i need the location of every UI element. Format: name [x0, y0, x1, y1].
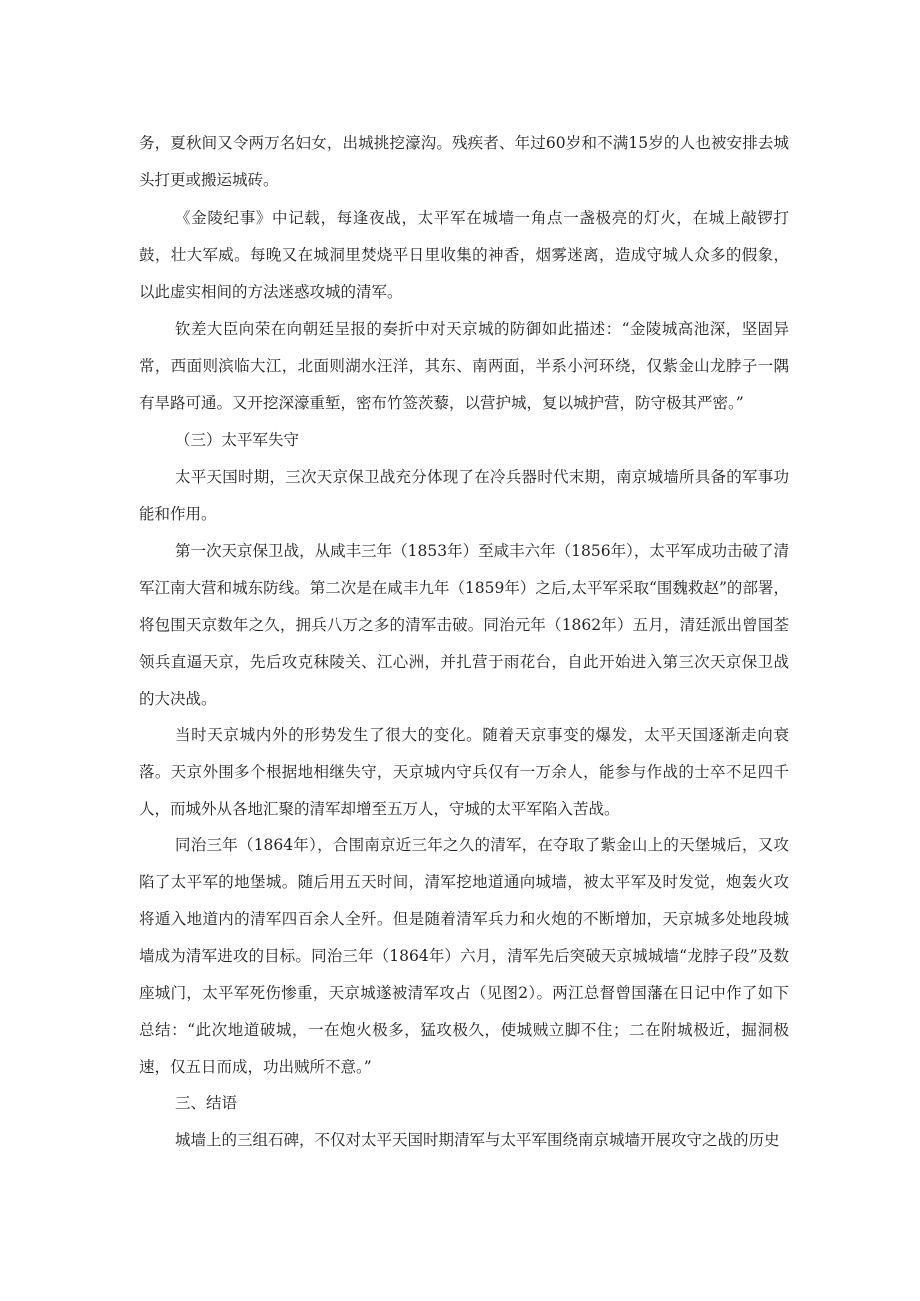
- paragraph-three-defenses: 太平天国时期，三次天京保卫战充分体现了在冷兵器时代末期，南京城墙所具备的军事功能和作用。: [139, 468, 789, 523]
- paragraph-first-defense: 第一次天京保卫战，从咸丰三年（1853年）至咸丰六年（1856年），太平军成功击破了清军江南大营和城东防线。第二次是在咸丰九年（1859年）之后,太平军采取“围魏救赵”的部署，将包围天京数年之久，拥兵八万之多的清军击破。同治元年（1862年）五月，清廷派出曾国荃领兵直逼天京，先后攻克秣陵关、江心洲，并扎营于雨花台，自此开始进入第三次天京保卫战的大决战。: [139, 542, 789, 708]
- paragraph-tongzhi-third-year: 同治三年（1864年），合围南京近三年之久的清军，在夺取了紫金山上的天堡城后，又攻陷了太平军的地堡城。随后用五天时间，清军挖地道通向城墙，被太平军及时发觉，炮轰火攻将遁入地道内的清军四百余人全歼。但是随着清军兵力和火炮的不断增加，天京城多处地段城墙成为清军进攻的目标。同治三年（1864年）六月，清军先后突破天京城城墙“龙脖子段”及数座城门，太平军死伤惨重，天京城遂被清军攻占（见图2）。两江总督曾国藩在日记中作了如下总结：“此次地道破城，一在炮火极多，猛攻极久，使城贼立脚不住；二在附城极近，掘洞极速，仅五日而成，功出贼所不意。”: [139, 836, 789, 1076]
- paragraph-conclusion-stelae: 城墙上的三组石碑，不仅对太平天国时期清军与太平军围绕南京城墙开展攻守之战的历史: [175, 1131, 780, 1149]
- paragraph-situation-change: 当时天京城内外的形势发生了很大的变化。随着天京事变的爆发，太平天国逐渐走向衰落。天京外围多个根据地相继失守，天京城内守兵仅有一万余人，能参与作战的士卒不足四千人，而城外从各地汇聚的清军却增至五万人，守城的太平军陷入苦战。: [139, 726, 789, 818]
- paragraph-continuation: 务，夏秋间又令两万名妇女，出城挑挖濠沟。残疾者、年过60岁和不满15岁的人也被安排去城头打更或搬运城砖。: [139, 134, 789, 189]
- section-heading-taiping-loss: （三）太平军失守: [175, 431, 300, 449]
- paragraph-xiang-rong-memorial: 钦差大臣向荣在向朝廷呈报的奏折中对天京城的防御如此描述：“金陵城高池深，坚固异常，西面则滨临大江，北面则湖水汪洋，其东、南两面，半系小河环绕，仅紫金山龙脖子一隅有旱路可通。又开挖深濠重堑，密布竹签茨藜，以营护城，复以城护营，防守极其严密。”: [139, 320, 789, 412]
- paragraph-jinling-jishi: 《金陵纪事》中记载，每逢夜战，太平军在城墙一角点一盏极亮的灯火，在城上敲锣打鼓，壮大军威。每晚又在城洞里焚烧平日里收集的神香，烟雾迷离，造成守城人众多的假象，以此虚实相间的方法迷惑攻城的清军。: [139, 209, 789, 301]
- section-heading-conclusion: 三、结语: [175, 1094, 238, 1112]
